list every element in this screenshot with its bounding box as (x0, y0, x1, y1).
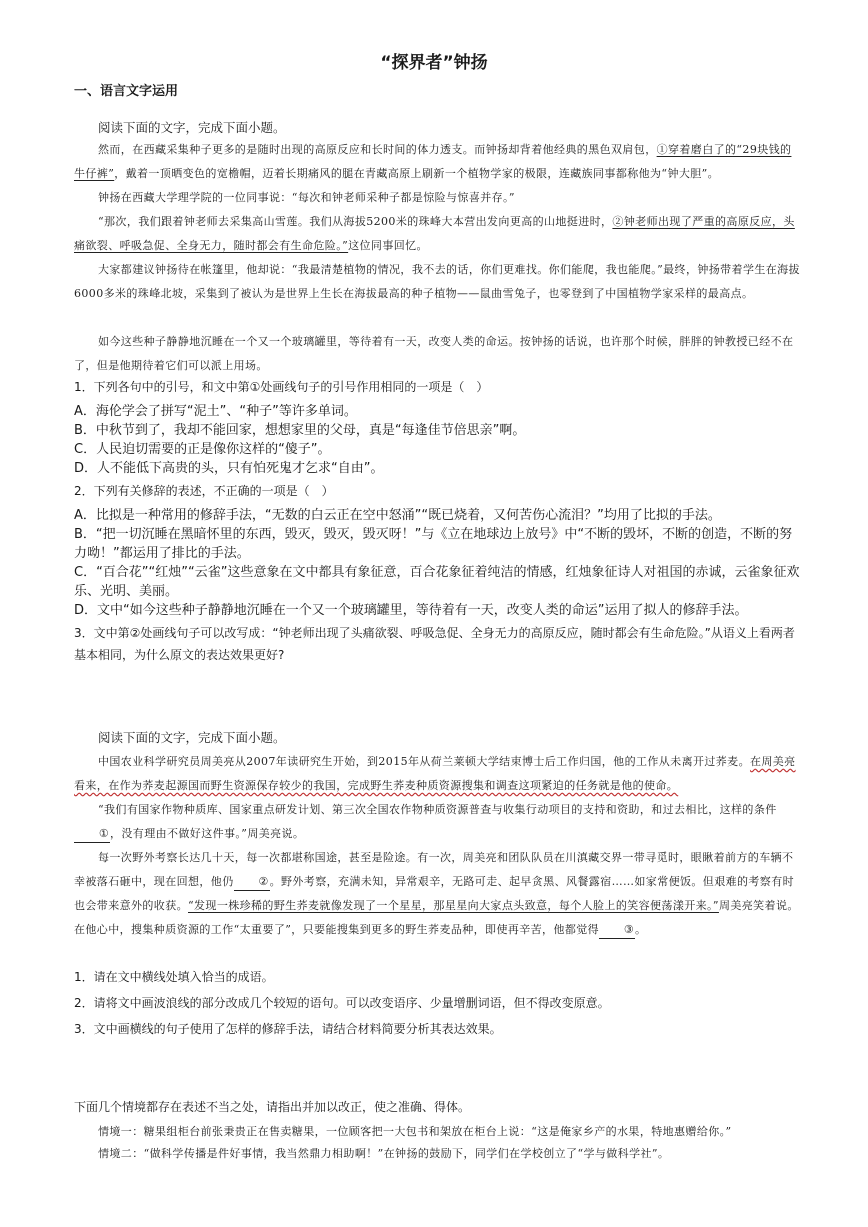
passage2-questions (74, 964, 802, 1042)
passage1-paragraph-2: 钟扬在西藏大学理学院的一位同事说：“每次和钟老师采种子都是惊险与惊喜并存。” (98, 191, 515, 204)
question-3-stem: 3．文中第②处画线句子可以改写成：“钟老师出现了头痛欲裂、呼吸急促、全身无力的高原反应，随时都会有生命危险。”从语义上看两者基本相同，为什么原文的表达效果更好? (74, 626, 795, 662)
option-b: B．中秋节到了，我却不能回家，想想家里的父母，真是“每逢佳节倍思亲”啊。 (74, 423, 526, 438)
option-d: D．人不能低下高贵的头，只有怕死鬼才乞求“自由”。 (74, 461, 384, 476)
section-heading: 一、语言文字运用 (74, 84, 179, 99)
underlined-sentence-3: “发现一株珍稀的野生荞麦就像发现了一个星星，那星星向大家点头致意，每个人脸上的笑容便荡漾开来。” (188, 899, 719, 912)
scenario-1: 情境一：糖果组柜台前张秉贵正在售卖糖果，一位顾客把一大包书和架放在柜台上说：“这是俺家乡产的水果，特地惠赠给你。” (98, 1125, 732, 1138)
wavy-underlined-sentence: 在周美亮看来，在作为荞麦起源国而野生资源保存较少的我国，完成野生荞麦种质资源搜集和调查这项紧迫的任务就是他的使命。 (74, 755, 796, 792)
passage2-question-3: 3．文中画横线的句子使用了怎样的修辞手法，请结合材料简要分析其表达效果。 (74, 1022, 502, 1036)
blank-2: ② (234, 874, 270, 891)
option-d: D．文中“如今这些种子静静地沉睡在一个又一个玻璃罐里，等待着有一天，改变人类的命运”运用了拟人的修辞手法。 (74, 603, 748, 618)
passage1-paragraph-1: 然而，在西藏采集种子更多的是随时出现的高原反应和长时间的体力透支。而钟扬却背着他经典的黑色双肩包，①穿着磨白了的“29块钱的牛仔裤”，戴着一顶晒变色的宽檐帽，迈着长期痛风的腿在青藏高原上刷新一个植物学家的极限，连藏族同事都称他为“钟大胆”。 (74, 143, 792, 180)
question-2-options (74, 506, 802, 620)
underlined-sentence-2: ②钟老师出现了严重的高原反应，头痛欲裂、呼吸急促、全身无力，随时都会有生命危险。” (74, 215, 795, 252)
passage2-instruction: 阅读下面的文字，完成下面小题。 (98, 730, 286, 745)
passage2-paragraph-3: 每一次野外考察长达几十天，每一次都堪称国途，甚至是险途。有一次，周美亮和团队队员在川滇藏交界一带寻觅时，眼瞅着前方的车辆不幸被落石砸中，现在回想，他仍 ②。野外考察，充满未知，异常艰辛，无路可走、起早贪黑、风餐露宿……如家常便饭。但艰难的考察有时也会带来意外的收获。“发现一株珍稀的野生荞麦就像发现了一个星星，那星星向大家点头致意，每个人脸上的笑容便荡漾开来。”周美亮笑着说。在他心中，搜集种质资源的工作“太重要了”，只要能搜集到更多的野生荞麦品种，即使再辛苦，他都觉得 ③。 (74, 846, 802, 942)
passage2-paragraph-2: “我们有国家作物种质库、国家重点研发计划、第三次全国农作物种质资源普查与收集行动项目的支持和资助，和过去相比，这样的条件①，没有理由不做好这件事。”周美亮说。 (74, 798, 802, 846)
underlined-sentence-1: ①穿着磨白了的“29块钱的牛仔裤” (74, 143, 792, 180)
passage1-paragraph-4: 大家都建议钟扬待在帐篷里，他却说：“我最清楚植物的情况，我不去的话，你们更难找。你们能爬，我也能爬。”最终，钟扬带着学生在海拔6000多米的珠峰北坡，采集到了被认为是世界上生长在海拔最高的种子植物——鼠曲雪兔子，也零登到了中国植物学家采样的最高点。 (74, 263, 800, 300)
passage2-question-1: 1．请在文中横线处填入恰当的成语。 (74, 970, 274, 984)
scenario-2: 情境二：“做科学传播是件好事情，我当然鼎力相助啊！”在钟扬的鼓励下，同学们在学校创立了“学与做科学社”。 (98, 1147, 670, 1160)
passage1-paragraph-3: “那次，我们跟着钟老师去采集高山雪莲。我们从海拔5200米的珠峰大本营出发向更高的山地挺进时，②钟老师出现了严重的高原反应，头痛欲裂、呼吸急促、全身无力，随时都会有生命危险。”这位同事回忆。 (74, 215, 795, 252)
option-b: B．“把一切沉睡在黑暗怀里的东西，毁灭，毁灭，毁灭呀！”与《立在地球边上放号》中“不断的毁坏，不断的创造，不断的努力呦！”都运用了排比的手法。 (74, 527, 793, 561)
part3-stem: 下面几个情境都存在表述不当之处，请指出并加以改正，使之准确、得体。 (74, 1100, 471, 1114)
question-1-options (74, 402, 802, 478)
question-1-stem: 1．下列各句中的引号，和文中第①处画线句子的引号作用相同的一项是（ ） (74, 380, 489, 394)
passage1-paragraph-5: 如今这些种子静静地沉睡在一个又一个玻璃罐里，等待着有一天，改变人类的命运。按钟扬的话说，也许那个时候，胖胖的钟教授已经不在了，但是他期待着它们可以派上用场。 (74, 335, 794, 372)
blank-3: ③ (599, 922, 635, 939)
option-c: C．“百合花”“红烛”“云雀”这些意象在文中都具有象征意，百合花象征着纯洁的情感，红烛象征诗人对祖国的赤诚，云雀象征欢乐、光明、美丽。 (74, 565, 800, 599)
option-a: A．比拟是一种常用的修辞手法，“无数的白云正在空中怒涌”“既已烧着，又何苦伤心流泪？”均用了比拟的手法。 (74, 508, 721, 523)
passage2-question-2: 2．请将文中画波浪线的部分改成几个较短的语句。可以改变语序、少量增删词语，但不得改变原意。 (74, 996, 610, 1010)
document-title: “探界者”钟扬 (380, 53, 488, 73)
passage2-paragraph-1: 中国农业科学研究员周美亮从2007年读研究生开始，到2015年从荷兰莱顿大学结束博士后工作归国，他的工作从未离开过荞麦。在周美亮看来，在作为荞麦起源国而野生资源保存较少的我国，完成野生荞麦种质资源搜集和调查这项紧迫的任务就是他的使命。 (74, 755, 796, 792)
question-2-stem: 2．下列有关修辞的表述，不正确的一项是（ ） (74, 484, 334, 498)
passage1-instruction: 阅读下面的文字，完成下面小题。 (98, 120, 286, 135)
option-c: C．人民迫切需要的正是像你这样的“傻子”。 (74, 442, 331, 457)
option-a: A．海伦学会了拼写“泥土”、“种子”等许多单词。 (74, 404, 357, 419)
blank-1: ① (74, 826, 110, 843)
